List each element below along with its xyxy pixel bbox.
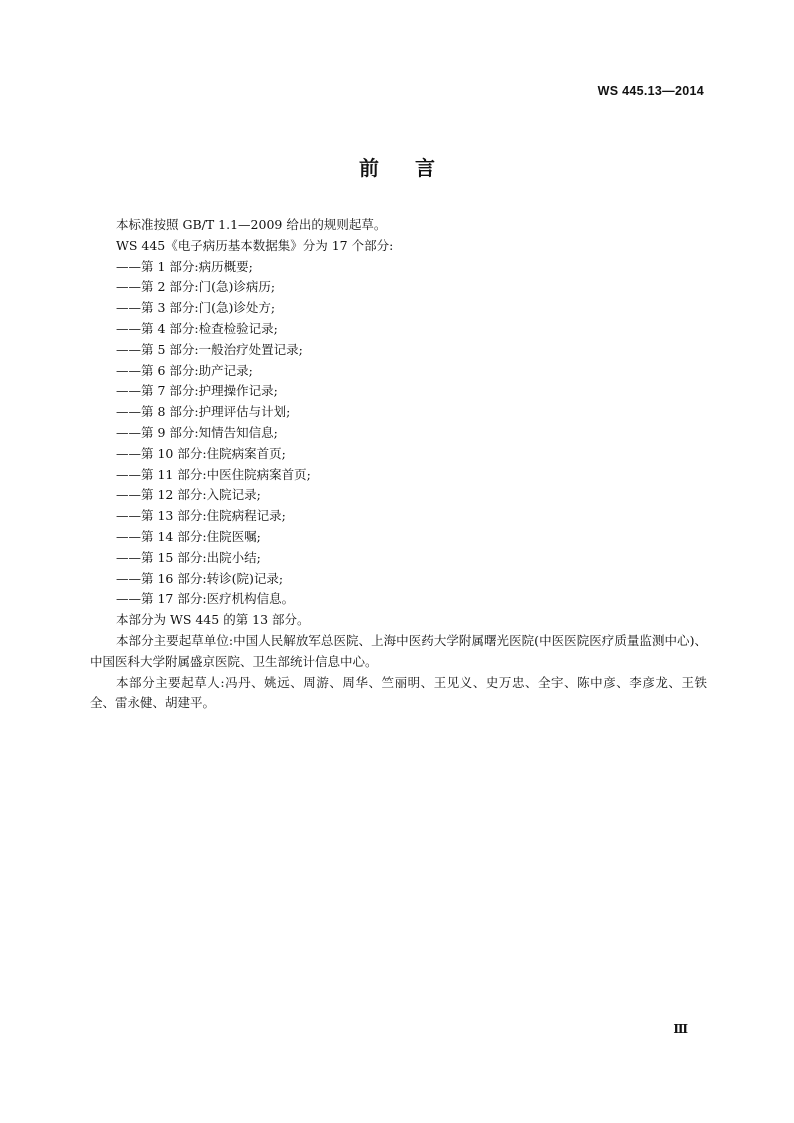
list-item: ——第 7 部分:护理操作记录; — [116, 383, 278, 399]
parts-list — [90, 257, 707, 611]
list-item: ——第 13 部分:住院病程记录; — [116, 508, 286, 524]
list-item: ——第 8 部分:护理评估与计划; — [116, 404, 291, 420]
list-item: ——第 2 部分:门(急)诊病历; — [116, 279, 276, 295]
page-title: 前言 — [359, 156, 471, 180]
list-item: ——第 9 部分:知情告知信息; — [116, 424, 278, 440]
document-body — [90, 215, 707, 714]
list-item: ——第 6 部分:助产记录; — [116, 362, 253, 378]
list-item: ——第 16 部分:转诊(院)记录; — [116, 570, 284, 586]
closing-paragraph-1: 本部分为 WS 445 的第 13 部分。 — [116, 612, 310, 628]
list-item: ——第 4 部分:检查检验记录; — [116, 320, 278, 336]
document-code: WS 445.13—2014 — [597, 84, 704, 98]
drafting-units-paragraph: 本部分主要起草单位:中国人民解放军总医院、上海中医药大学附属曙光医院(中医医院医疗质量监测中心)、中国医科大学附属盛京医院、卫生部统计信息中心。 — [90, 632, 707, 669]
list-item: ——第 5 部分:一般治疗处置记录; — [116, 341, 303, 357]
list-item: ——第 3 部分:门(急)诊处方; — [116, 300, 276, 316]
intro-paragraph-1: 本标准按照 GB/T 1.1—2009 给出的规则起草。 — [116, 217, 387, 232]
intro-paragraph-2: WS 445《电子病历基本数据集》分为 17 个部分: — [116, 237, 394, 253]
list-item: ——第 15 部分:出院小结; — [116, 549, 261, 565]
list-item: ——第 1 部分:病历概要; — [116, 258, 253, 274]
list-item: ——第 12 部分:入院记录; — [116, 487, 261, 503]
list-item: ——第 17 部分:医疗机构信息。 — [116, 591, 295, 607]
list-item: ——第 11 部分:中医住院病案首页; — [116, 466, 311, 482]
list-item: ——第 10 部分:住院病案首页; — [116, 445, 286, 461]
drafters-paragraph: 本部分主要起草人:冯丹、姚远、周游、周华、竺丽明、王见义、史万忠、全宇、陈中彦、李彦龙、王铁全、雷永健、胡建平。 — [90, 674, 707, 711]
list-item: ——第 14 部分:住院医嘱; — [116, 528, 261, 544]
page-number: Ⅲ — [673, 1022, 688, 1036]
